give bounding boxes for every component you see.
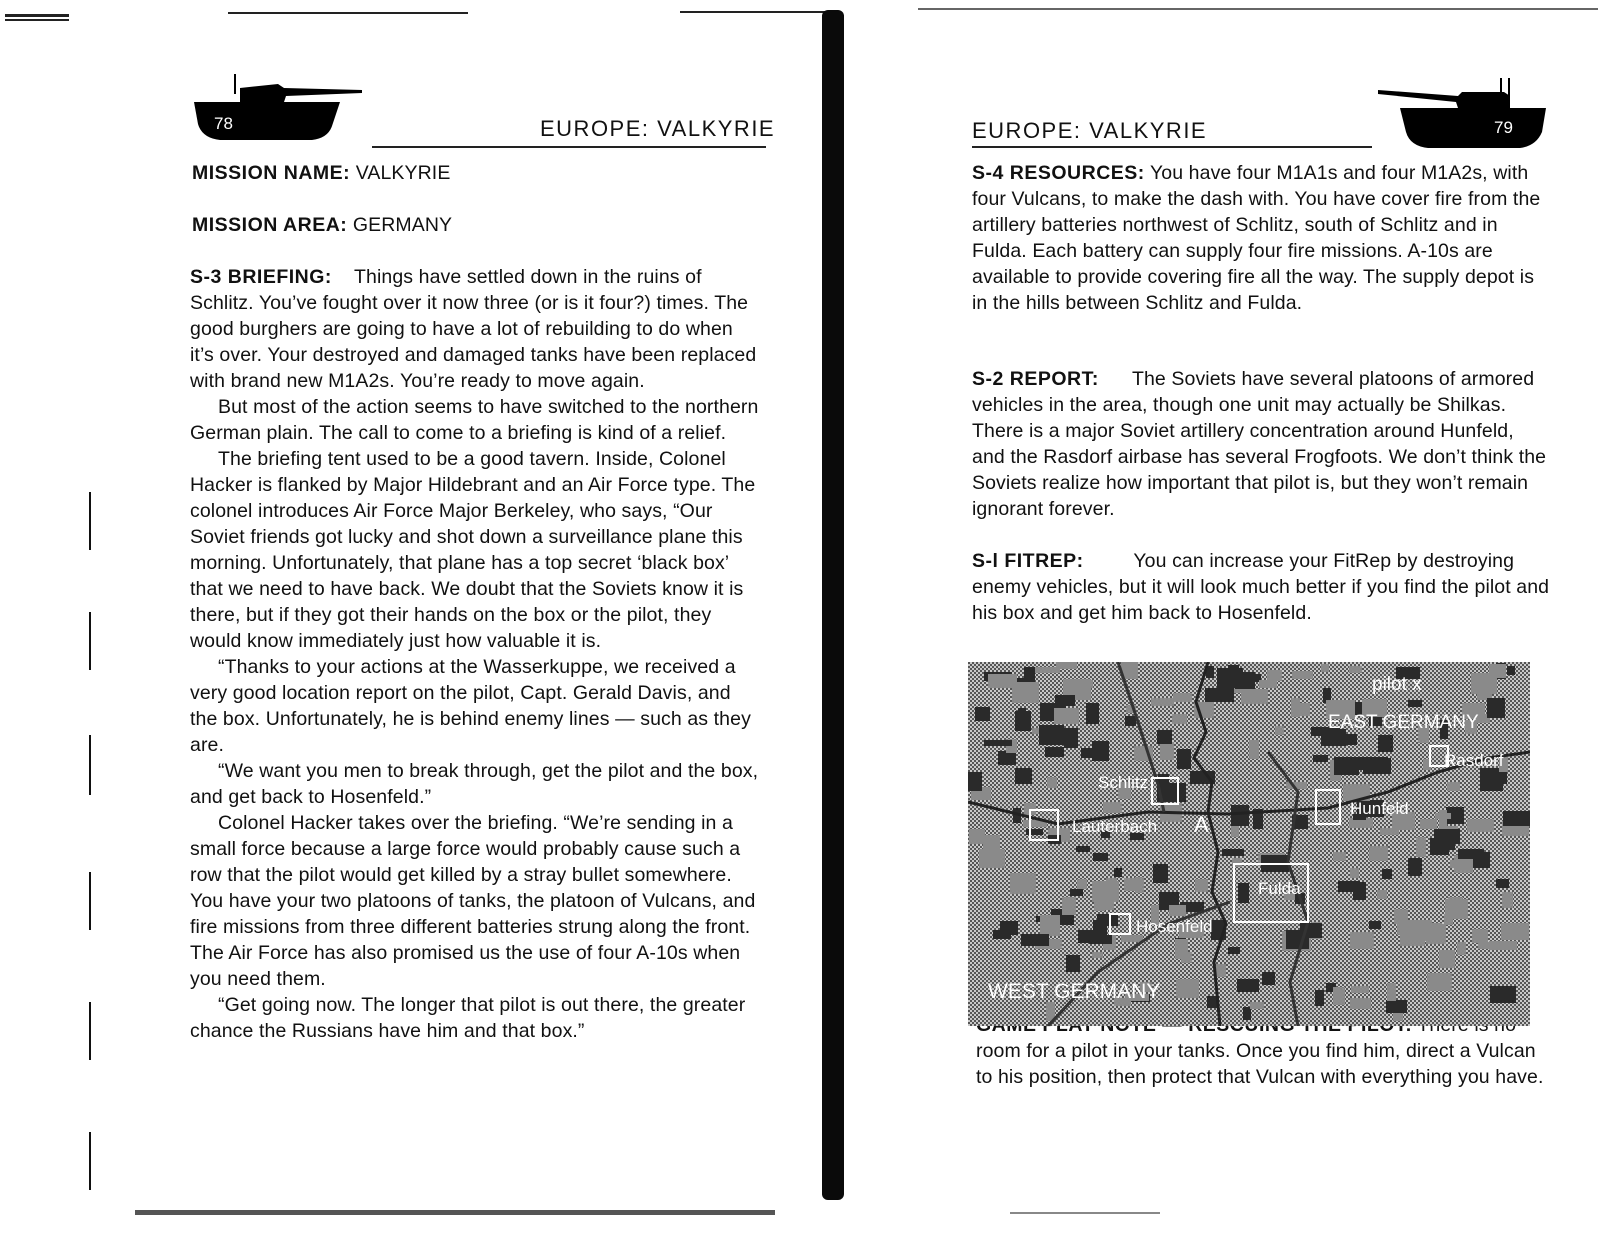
terrain-block [1292, 671, 1313, 679]
terrain-block [1359, 757, 1388, 770]
terrain-block [1350, 868, 1359, 878]
terrain-block [1222, 849, 1244, 856]
terrain-block [1408, 700, 1422, 707]
rasdorf-label: Rasdorf [1444, 751, 1504, 770]
header-rule [972, 146, 1372, 148]
terrain-block [1489, 941, 1517, 950]
terrain-block [1472, 929, 1488, 943]
terrain-block [1350, 932, 1374, 949]
terrain-block [1043, 925, 1058, 931]
terrain-block [1250, 1002, 1264, 1009]
note-text: room for a pilot in your tanks. Once you find him, direct a Vulcan to his position, then protect that Vulcan with everything you have. [976, 1040, 1544, 1088]
terrain-block [993, 930, 1011, 939]
terrain-block [1321, 664, 1329, 672]
terrain-block [1338, 881, 1360, 892]
terrain-block [1489, 664, 1506, 678]
terrain-block [1064, 728, 1078, 748]
tank-icon [192, 66, 372, 148]
terrain-block [1125, 716, 1136, 726]
right-page [840, 0, 1600, 1240]
terrain-block [1018, 708, 1026, 725]
terrain-block [1420, 819, 1437, 829]
lauterbach-label: Lauterbach [1072, 817, 1158, 836]
terrain-block [1172, 714, 1187, 724]
fitrep-text: You can increase your FitRep by destroying enemy vehicles, but it will look much better if you find the pilot and his box and get him back to Hosenfeld. [972, 550, 1550, 624]
terrain-block [1078, 930, 1100, 943]
terrain-block [1093, 853, 1108, 861]
terrain-block [1106, 878, 1117, 884]
briefing-paragraph: The briefing tent used to be a good tavern. Inside, Colonel Hacker is flanked by Major Hildebrant and an Air Force type. The colonel introduces Air Force Major Berkeley, who says, “Our Soviet friends got lucky and shot down a surveillance plane this morning. Unfortunately, that plane has a top secret ‘black box’ that we need to have back. We doubt that the Soviets know it is there, but if they got their hands on the box or the pilot, they would know immediately just how valuable it is. [190, 448, 756, 652]
briefing-paragraph: “Thanks to your actions at the Wasserkuppe, we received a very good location report on the pilot, Capt. Gerald Davis, and the box. Unfortunately, he is behind enemy lines — such as they are. [190, 656, 751, 756]
terrain-block [1487, 698, 1505, 718]
terrain-block [1313, 755, 1328, 762]
hosenfeld-label: Hosenfeld [1136, 917, 1213, 936]
tank-icon [1370, 74, 1550, 154]
terrain-block [1315, 990, 1324, 1006]
terrain-block [1010, 873, 1036, 894]
terrain-block [969, 829, 985, 844]
mission-map [968, 662, 1530, 1026]
depot-marker: A [1194, 812, 1209, 837]
running-head: EUROPE: VALKYRIE [972, 118, 1208, 143]
terrain-block [1434, 829, 1460, 844]
terrain-block [1195, 879, 1208, 892]
terrain-block [1501, 923, 1529, 940]
terrain-block [1404, 920, 1432, 941]
report-label: S-2 REPORT: [972, 368, 1099, 390]
terrain-block [983, 835, 1000, 849]
terrain-block [1237, 979, 1259, 992]
terrain-block [1447, 782, 1460, 791]
terrain-block [1351, 986, 1369, 993]
terrain-block [1228, 665, 1239, 684]
terrain-block [1045, 747, 1064, 757]
terrain-block [1467, 819, 1494, 832]
briefing-label: S-3 BRIEFING: [190, 266, 332, 288]
resources-label: S-4 RESOURCES: [972, 162, 1145, 184]
terrain-block [1066, 680, 1093, 688]
terrain-block [1439, 810, 1447, 829]
terrain-block [1157, 730, 1172, 744]
terrain-block [1408, 858, 1422, 876]
terrain-block [1062, 897, 1076, 915]
header-rule [372, 146, 766, 148]
terrain-block [1169, 905, 1186, 916]
terrain-block [1349, 666, 1362, 673]
west-germany-label: WEST GERMANY [988, 980, 1161, 1003]
terrain-block [1151, 698, 1174, 706]
terrain-block [1205, 688, 1234, 702]
terrain-block [1092, 952, 1103, 958]
terrain-block [1175, 939, 1188, 959]
terrain-block [1076, 846, 1090, 852]
terrain-block [1397, 919, 1405, 935]
terrain-block [1380, 828, 1399, 835]
terrain-block [1387, 983, 1396, 1001]
fitrep-section [972, 548, 1552, 626]
terrain-block [1430, 846, 1449, 855]
mission-name [192, 160, 752, 186]
terrain-block [1103, 802, 1122, 813]
terrain-block [1173, 693, 1192, 702]
terrain-block [1382, 869, 1392, 879]
terrain-block [1435, 813, 1451, 819]
page-number: 78 [214, 114, 233, 133]
mission-area-value: GERMANY [352, 214, 453, 236]
terrain-block [1054, 708, 1079, 724]
terrain-block [1267, 670, 1282, 681]
terrain-block [1445, 899, 1468, 919]
terrain-block [1176, 979, 1199, 998]
page-number: 79 [1494, 118, 1513, 137]
terrain-block [1350, 998, 1371, 1009]
mission-area-label: MISSION AREA: [192, 214, 348, 236]
resources-text: You have four M1A1s and four M1A2s, with four Vulcans, to make the dash with. You have cover fire from the artillery batteries northwest of Schlitz, south of Schlitz and in Fulda. Each battery can supply four fire missions. A-10s are available to provide covering fire all the way. The supply depot is in the hills between Schlitz and Fulda. [972, 162, 1541, 314]
briefing-paragraph: Things have settled down in the ruins of Schlitz. You’ve fought over it now three (or is it four?) times. The good burghers are going to have a lot of rebuilding to do when it’s over. Your destroyed and damaged tanks have been replaced with brand new M1A2s. You’re ready to move again. [190, 266, 757, 392]
mission-area [192, 212, 752, 238]
report-text: The Soviets have several platoons of armored vehicles in the area, though one unit may actually be Shilkas. There is a major Soviet artillery concentration around Hunfeld, and the Rasdorf airbase has several Frogfoots. We don’t think the Soviets realize how important that pilot is, but they won’t remain ignorant forever. [972, 368, 1547, 520]
terrain-block [1086, 703, 1099, 724]
terrain-block [1238, 883, 1249, 903]
terrain-block [979, 849, 1005, 868]
terrain-block [1458, 849, 1484, 859]
terrain-block [1102, 889, 1114, 910]
terrain-block [998, 751, 1016, 765]
hunfeld-label: Hunfeld [1350, 799, 1409, 818]
terrain-block [1228, 947, 1240, 954]
terrain-block [1153, 864, 1168, 883]
terrain-block [1249, 740, 1259, 759]
terrain-block [1160, 742, 1174, 760]
terrain-block [1015, 768, 1032, 784]
terrain-block [984, 740, 1012, 746]
terrain-block [1427, 973, 1452, 991]
schlitz-label: Schlitz [1098, 773, 1149, 792]
terrain-block [1333, 852, 1346, 861]
terrain-block [1177, 749, 1191, 769]
terrain-block [1507, 666, 1515, 675]
terrain-block [1026, 829, 1043, 835]
terrain-block [1439, 950, 1455, 968]
mission-name-label: MISSION NAME: [192, 162, 351, 184]
terrain-block [1047, 777, 1057, 788]
terrain-block [968, 772, 982, 791]
terrain-block [1334, 757, 1359, 775]
terrain-block [1124, 878, 1143, 891]
terrain-block [1333, 987, 1345, 1005]
fulda-label: Fulda [1258, 879, 1301, 898]
terrain-block [1121, 935, 1143, 942]
terrain-block [1328, 734, 1357, 745]
terrain-block [1077, 879, 1087, 889]
terrain-block [1490, 986, 1516, 1003]
terrain-block [1243, 1007, 1251, 1020]
terrain-block [1114, 868, 1122, 877]
terrain-block [1480, 777, 1503, 791]
terrain-block [1097, 914, 1118, 926]
terrain-block [1369, 846, 1388, 861]
terrain-block [1012, 682, 1039, 703]
report-section [972, 366, 1550, 522]
terrain-block [1291, 698, 1300, 717]
briefing-paragraph: “Get going now. The longer that pilot is out there, the greater chance the Russians have him and that box.” [190, 994, 746, 1042]
fitrep-label: S-l FITREP: [972, 550, 1084, 572]
terrain-block [1021, 934, 1049, 946]
terrain-block [1262, 972, 1275, 985]
east-germany-label: EAST GERMANY [1328, 712, 1479, 733]
terrain-block [1378, 735, 1393, 752]
terrain-block [1275, 726, 1284, 735]
terrain-block [1066, 955, 1080, 972]
briefing-paragraph: “We want you men to break through, get the pilot and the box, and get back to Hosenfeld.” [190, 760, 759, 808]
terrain-block [1081, 748, 1098, 758]
terrain-block [1502, 892, 1513, 908]
terrain-block [1035, 667, 1060, 673]
briefing-paragraph: Colonel Hacker takes over the briefing. “We’re sending in a small force because a large force would probably cause such a row that the pilot would get killed by a stray bullet somewhere. You have your two platoons of tanks, the platoon of Vulcans, and fire missions from three different batteries strung along the front. The Air Force has also promised us the use of four A-10s when you need them. [190, 812, 756, 990]
terrain-block [1503, 811, 1530, 826]
briefing-section [190, 264, 762, 1044]
terrain-block [1231, 805, 1249, 826]
terrain-block [1457, 942, 1466, 955]
briefing-paragraph: But most of the action seems to have switched to the northern German plain. The call to come to a briefing is kind of a relief. [190, 396, 759, 444]
terrain-block [1416, 837, 1426, 857]
terrain-block [975, 707, 990, 721]
terrain-block [1369, 921, 1381, 929]
pilot-label: pilot x [1372, 674, 1422, 695]
terrain-block [1259, 680, 1277, 688]
terrain-block [1039, 725, 1064, 745]
mission-name-value: VALKYRIE [355, 162, 451, 184]
terrain-block [1377, 890, 1387, 899]
running-head: EUROPE: VALKYRIE [540, 116, 776, 141]
terrain-block [1386, 1000, 1407, 1013]
terrain-block [1216, 964, 1226, 977]
terrain-block [1496, 879, 1509, 888]
resources-section [972, 160, 1552, 316]
terrain-block [1070, 889, 1083, 896]
